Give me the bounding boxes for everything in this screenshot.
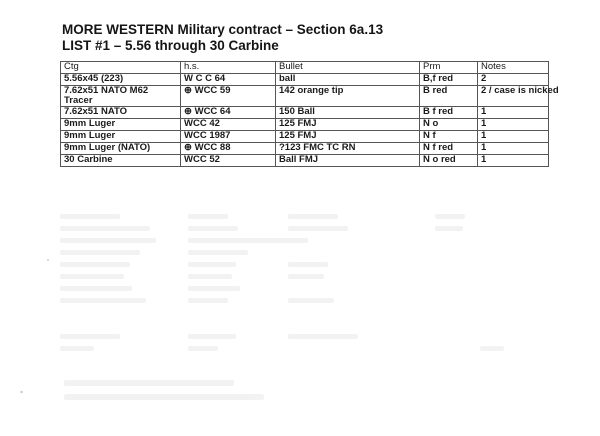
cell-notes: 1	[478, 143, 549, 155]
cell-ctg: 5.56x45 (223)	[61, 74, 181, 86]
cell-bullet: Ball FMJ	[276, 155, 420, 167]
cell-prm: N f red	[420, 143, 478, 155]
header-bullet: Bullet	[276, 62, 420, 74]
scan-speck	[47, 259, 49, 261]
cell-hs: ⊕ WCC 59	[181, 86, 276, 107]
cell-prm: N o red	[420, 155, 478, 167]
cell-ctg: 7.62x51 NATO	[61, 107, 181, 119]
cell-prm: B f red	[420, 107, 478, 119]
scan-speck	[20, 391, 23, 393]
cell-prm: B,f red	[420, 74, 478, 86]
table-row	[61, 155, 549, 167]
cell-bullet: 150 Ball	[276, 107, 420, 119]
cell-notes: 1	[478, 131, 549, 143]
table-row	[61, 119, 549, 131]
cell-ctg: 9mm Luger (NATO)	[61, 143, 181, 155]
cell-bullet: ball	[276, 74, 420, 86]
table-row	[61, 107, 549, 119]
cell-hs: WCC 42	[181, 119, 276, 131]
table-row	[61, 86, 549, 107]
cell-hs: W C C 64	[181, 74, 276, 86]
table-header-row	[61, 62, 549, 74]
cell-notes: 1	[478, 155, 549, 167]
table-row	[61, 131, 549, 143]
cell-ctg: 7.62x51 NATO M62 Tracer	[61, 86, 181, 107]
header-prm: Prm	[420, 62, 478, 74]
bleed-through-title-texture	[64, 380, 264, 402]
header-ctg: Ctg	[61, 62, 181, 74]
cell-notes: 2 / case is nicked	[478, 86, 549, 107]
cell-notes: 1	[478, 107, 549, 119]
cell-ctg: 30 Carbine	[61, 155, 181, 167]
cell-hs: ⊕ WCC 88	[181, 143, 276, 155]
cell-bullet: 142 orange tip	[276, 86, 420, 107]
header-hs: h.s.	[181, 62, 276, 74]
cell-notes: 1	[478, 119, 549, 131]
cell-bullet: 125 FMJ	[276, 119, 420, 131]
cell-bullet: 125 FMJ	[276, 131, 420, 143]
bleed-through-texture	[60, 214, 540, 364]
cell-hs: WCC 1987	[181, 131, 276, 143]
cell-ctg: 9mm Luger	[61, 131, 181, 143]
table-row	[61, 74, 549, 86]
cell-hs: ⊕ WCC 64	[181, 107, 276, 119]
cell-ctg: 9mm Luger	[61, 119, 181, 131]
cell-prm: N o	[420, 119, 478, 131]
cartridge-table	[60, 61, 559, 167]
table-row	[61, 143, 549, 155]
title-line-2: LIST #1 – 5.56 through 30 Carbine	[62, 38, 279, 53]
document-title	[62, 22, 383, 54]
cell-notes: 2	[478, 74, 549, 86]
cell-prm: B red	[420, 86, 478, 107]
cell-hs: WCC 52	[181, 155, 276, 167]
cell-prm: N f	[420, 131, 478, 143]
cell-bullet: ?123 FMC TC RN	[276, 143, 420, 155]
title-line-1: MORE WESTERN Military contract – Section 6a.13	[62, 22, 384, 37]
header-notes: Notes	[478, 62, 549, 74]
